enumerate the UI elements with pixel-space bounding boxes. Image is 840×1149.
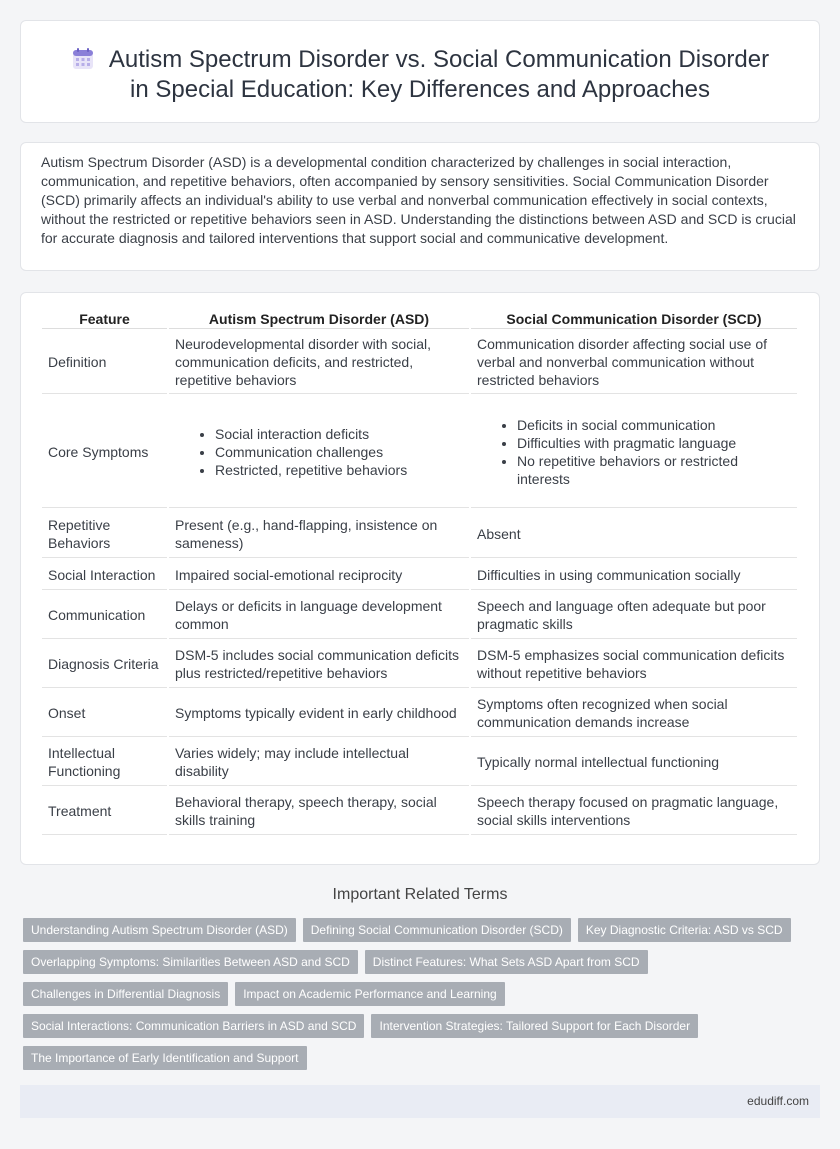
related-term-tag[interactable]: Defining Social Communication Disorder (SCD) bbox=[303, 918, 571, 942]
list-item: • Social interaction deficits bbox=[215, 425, 463, 443]
list-item: • No repetitive behaviors or restricted interests bbox=[517, 452, 791, 488]
related-term-tag[interactable]: Key Diagnostic Criteria: ASD vs SCD bbox=[578, 918, 791, 942]
table-row bbox=[42, 510, 797, 558]
scd-cell: Absent bbox=[471, 510, 797, 558]
tag-row bbox=[23, 918, 813, 950]
tag-row bbox=[23, 950, 813, 982]
asd-cell: Behavioral therapy, speech therapy, social skills training bbox=[169, 788, 469, 835]
comparison-table bbox=[40, 307, 799, 837]
table-row bbox=[42, 396, 797, 508]
tag-row bbox=[23, 1014, 813, 1046]
related-term-tag[interactable]: Intervention Strategies: Tailored Support for Each Disorder bbox=[371, 1014, 698, 1038]
table-row bbox=[42, 592, 797, 639]
table-header-row bbox=[42, 309, 797, 329]
intro-card bbox=[20, 142, 820, 271]
table-row bbox=[42, 331, 797, 394]
scd-cell: Typically normal intellectual functioning bbox=[471, 739, 797, 786]
asd-cell: Impaired social-emotional reciprocity bbox=[169, 560, 469, 590]
asd-cell: Symptoms typically evident in early childhood bbox=[169, 690, 469, 737]
list-item: • Difficulties with pragmatic language bbox=[517, 434, 791, 452]
comparison-card bbox=[20, 292, 820, 865]
scd-cell: Speech therapy focused on pragmatic language, social skills interventions bbox=[471, 788, 797, 835]
scd-cell bbox=[471, 396, 797, 508]
footer bbox=[20, 1085, 820, 1118]
feature-cell: Intellectual Functioning bbox=[42, 739, 167, 786]
list-item: • Restricted, repetitive behaviors bbox=[215, 461, 463, 479]
asd-cell bbox=[169, 396, 469, 508]
table-row bbox=[42, 739, 797, 786]
scd-cell: Difficulties in using communication socially bbox=[471, 560, 797, 590]
header-card bbox=[20, 20, 820, 123]
feature-cell: Diagnosis Criteria bbox=[42, 641, 167, 688]
asd-cell: Neurodevelopmental disorder with social, communication deficits, and restricted, repetitive behaviors bbox=[169, 331, 469, 394]
footer-site-link[interactable]: edudiff.com bbox=[747, 1094, 809, 1108]
feature-cell: Treatment bbox=[42, 788, 167, 835]
asd-cell: Present (e.g., hand-flapping, insistence on sameness) bbox=[169, 510, 469, 558]
table-row bbox=[42, 560, 797, 590]
scd-cell: Symptoms often recognized when social communication demands increase bbox=[471, 690, 797, 737]
feature-cell: Core Symptoms bbox=[42, 396, 167, 508]
intro-paragraph: Autism Spectrum Disorder (ASD) is a developmental condition characterized by challenges in social interaction, communication, and repetitive behaviors, often accompanied by sensory sensitivities. Social Communication Disorder (SCD) primarily affects an individual's ability to use verbal and nonverbal communication effectively in social contexts, without the restricted or repetitive behaviors seen in ASD. Understanding the distinctions between ASD and SCD is crucial for accurate diagnosis and tailored interventions that support social and communicative development. bbox=[41, 154, 796, 246]
column-header-asd: Autism Spectrum Disorder (ASD) bbox=[169, 309, 469, 329]
list-item: • Deficits in social communication bbox=[517, 416, 791, 434]
related-term-tag[interactable]: Understanding Autism Spectrum Disorder (ASD) bbox=[23, 918, 296, 942]
scd-symptom-list bbox=[477, 416, 791, 488]
related-term-tag[interactable]: Impact on Academic Performance and Learning bbox=[235, 982, 504, 1006]
related-term-tag[interactable]: The Importance of Early Identification and Support bbox=[23, 1046, 307, 1070]
column-header-feature: Feature bbox=[42, 309, 167, 329]
list-item: • Communication challenges bbox=[215, 443, 463, 461]
table-row bbox=[42, 788, 797, 835]
asd-cell: Varies widely; may include intellectual disability bbox=[169, 739, 469, 786]
column-header-scd: Social Communication Disorder (SCD) bbox=[471, 309, 797, 329]
related-term-tag[interactable]: Distinct Features: What Sets ASD Apart from SCD bbox=[365, 950, 648, 974]
scd-cell: Speech and language often adequate but poor pragmatic skills bbox=[471, 592, 797, 639]
asd-symptom-list bbox=[175, 425, 463, 479]
table-row bbox=[42, 641, 797, 688]
feature-cell: Communication bbox=[42, 592, 167, 639]
page-title: Autism Spectrum Disorder vs. Social Communication Disorder in Special Education: Key Differences and Approaches bbox=[108, 46, 770, 103]
related-terms-title: Important Related Terms bbox=[332, 886, 508, 903]
asd-cell: DSM-5 includes social communication deficits plus restricted/repetitive behaviors bbox=[169, 641, 469, 688]
scd-cell: Communication disorder affecting social use of verbal and nonverbal communication without restricted behaviors bbox=[471, 331, 797, 394]
tag-row bbox=[23, 982, 813, 1014]
feature-cell: Repetitive Behaviors bbox=[42, 510, 167, 558]
related-term-tag[interactable]: Social Interactions: Communication Barriers in ASD and SCD bbox=[23, 1014, 364, 1038]
scd-cell: DSM-5 emphasizes social communication deficits without repetitive behaviors bbox=[471, 641, 797, 688]
feature-cell: Definition bbox=[42, 331, 167, 394]
feature-cell: Social Interaction bbox=[42, 560, 167, 590]
feature-cell: Onset bbox=[42, 690, 167, 737]
table-row bbox=[42, 690, 797, 737]
calendar-icon bbox=[71, 47, 95, 71]
related-term-tag[interactable]: Overlapping Symptoms: Similarities Between ASD and SCD bbox=[23, 950, 358, 974]
asd-cell: Delays or deficits in language development common bbox=[169, 592, 469, 639]
tag-row bbox=[23, 1046, 813, 1078]
related-terms-list bbox=[23, 918, 813, 1078]
related-term-tag[interactable]: Challenges in Differential Diagnosis bbox=[23, 982, 228, 1006]
